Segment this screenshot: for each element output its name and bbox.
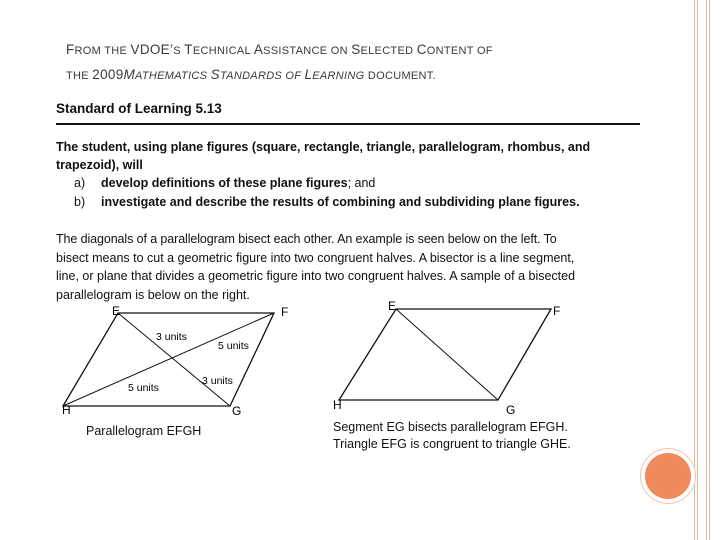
heading-text-part: EARNING	[312, 70, 365, 82]
right-shape	[339, 309, 551, 400]
objective-item	[74, 193, 634, 212]
left-parallelogram	[62, 304, 288, 418]
vertex-label-f: F	[553, 304, 561, 318]
heading-text-part: S	[351, 42, 361, 57]
paragraph-line: line, or plane that divides a geometric figure into two congruent halves. A sample of a bisected	[56, 269, 576, 283]
heading-text-part: SSISTANCE ON	[263, 45, 352, 57]
heading-line-1	[66, 38, 666, 63]
paragraph-line: bisect means to cut a geometric figure into two congruent halves. A bisector is a line segment,	[56, 250, 575, 265]
paragraph-line: parallelogram is below on the right.	[56, 287, 250, 302]
heading-line-2	[66, 63, 666, 88]
heading-text-part: A	[253, 42, 264, 57]
heading-text-part: THE	[66, 70, 93, 82]
heading-text-part: VDOE’	[130, 42, 174, 57]
explanation-paragraph	[56, 230, 641, 304]
diagonal-fh	[63, 313, 274, 406]
objective-item	[74, 174, 634, 193]
diagonal-eg	[396, 309, 498, 400]
slide-heading	[66, 38, 666, 88]
caption-line: Segment EG bisects parallelogram EFGH.	[333, 420, 568, 434]
decor-rail	[697, 0, 698, 540]
heading-text-part: DOCUMENT.	[364, 70, 436, 82]
heading-text-part: TANDARDS OF	[219, 70, 305, 82]
segment-label: 5 units	[128, 382, 159, 394]
decor-rail	[709, 0, 710, 540]
heading-text-part: ONTENT OF	[426, 45, 493, 57]
item-text: investigate and describe the results of combining and subdividing plane figures.	[101, 195, 580, 209]
vertex-label-g: G	[232, 404, 242, 418]
objective-list	[74, 174, 634, 212]
left-caption: Parallelogram EFGH	[86, 424, 202, 438]
heading-text-part: ECHNICAL	[192, 45, 254, 57]
heading-text-part: C	[416, 42, 427, 57]
item-suffix: ; and	[347, 176, 376, 190]
heading-text-part: S	[210, 67, 220, 82]
decor-circle	[641, 449, 695, 503]
item-marker: b)	[74, 195, 86, 209]
heading-text-part: F	[66, 42, 75, 57]
standard-statement: The student, using plane figures (square, rectangle, triangle, parallelogram, rhombus, and trapezoid), will	[56, 140, 591, 172]
item-text: develop definitions of these plane figures	[101, 176, 348, 190]
heading-text-part: ELECTED	[360, 45, 417, 57]
vertex-label-h: H	[62, 403, 71, 417]
title-rule	[56, 123, 640, 125]
heading-text-part: 2009	[92, 67, 124, 82]
right-parallelogram	[333, 299, 560, 417]
segment-label: 5 units	[218, 340, 249, 352]
heading-text-part: T	[184, 42, 193, 57]
vertex-label-h: H	[333, 398, 342, 412]
standard-title: Standard of Learning 5.13	[56, 101, 222, 116]
segment-label: 3 units	[202, 375, 233, 387]
caption-line: Triangle EFG is congruent to triangle GHE.	[333, 437, 571, 451]
heading-text-part: M	[123, 67, 136, 82]
heading-text-part: L	[304, 67, 313, 82]
vertex-label-e: E	[388, 299, 397, 313]
vertex-label-g: G	[506, 403, 516, 417]
heading-text-part: ROM THE	[74, 45, 131, 57]
right-caption	[333, 419, 571, 453]
heading-text-part: ATHEMATICS	[135, 70, 211, 82]
segment-label: 3 units	[156, 331, 187, 343]
decor-rail	[694, 0, 695, 540]
vertex-label-e: E	[112, 304, 121, 318]
item-marker: a)	[74, 176, 86, 190]
paragraph-line: The diagonals of a parallelogram bisect each other. An example is seen below on the left. To	[56, 232, 557, 246]
heading-text-part: S	[173, 45, 185, 57]
vertex-label-f: F	[281, 305, 289, 319]
decor-rail	[706, 0, 707, 540]
